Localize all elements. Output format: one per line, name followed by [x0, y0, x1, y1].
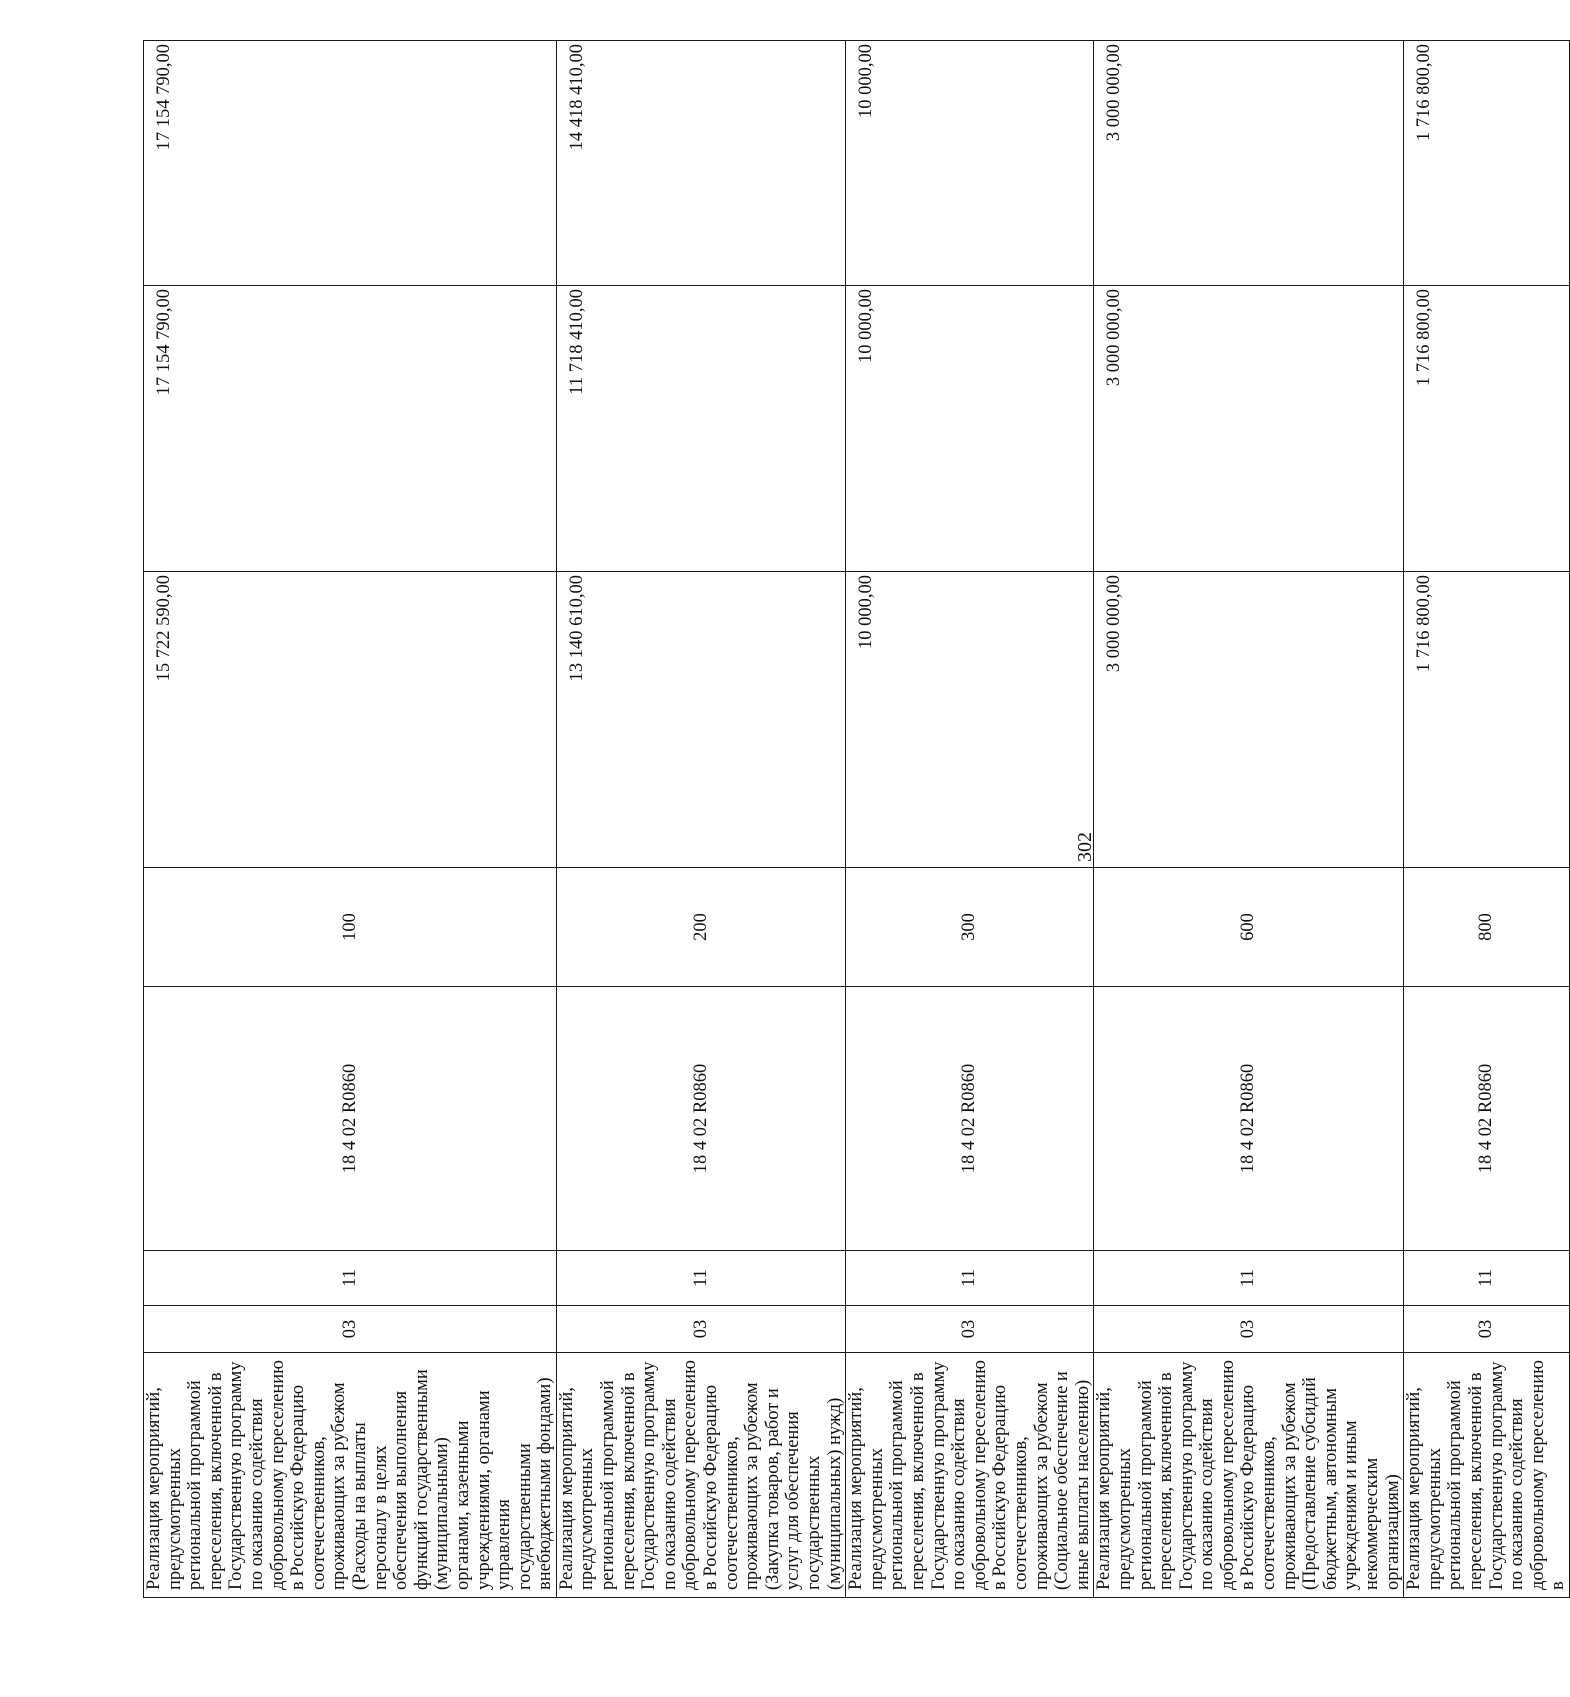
- amount-cell: 17 154 790,00: [144, 41, 557, 286]
- description-cell: Реализация мероприятий, предусмотренных региональной программой переселения, включенной в Государственную программу по оказанию содействия добровольному переселению в Российскую Федерацию соотечественников, проживающих за рубежом (Предоставление субсидий бюджетным, автономным учреждениям и иным некоммерческим организациям): [1094, 1353, 1404, 1598]
- description-cell: Реализация мероприятий, предусмотренных региональной программой переселения, включенной в Государственную программу по оказанию содействия добровольному переселению в Российскую Федерацию соотечественников, проживающих за рубежом (Закупка товаров, работ и услуг для обеспечения государственных (муниципальных) нужд): [556, 1353, 845, 1598]
- table-row: [1404, 41, 1570, 1598]
- amount-cell: 13 140 610,00: [556, 572, 845, 868]
- amount-cell: 11 718 410,00: [556, 286, 845, 572]
- target-article-cell: 18 4 02 R0860: [1094, 987, 1404, 1251]
- amount-cell: 17 154 790,00: [144, 286, 557, 572]
- amount-cell: 10 000,00: [846, 41, 1094, 286]
- amount-cell: 14 418 410,00: [556, 41, 845, 286]
- description-cell: Реализация мероприятий, предусмотренных региональной программой переселения, включенной в Государственную программу по оказанию содействия добровольному переселению в Российскую Федерацию соотечественников, проживающих за рубежом (Расходы на выплаты персоналу в целях обеспечения выполнения функций государственными (муниципальными) органами, казенными учреждениями, органами управления государственными внебюджетными фондами): [144, 1353, 557, 1598]
- amount-cell: 3 000 000,00: [1094, 572, 1404, 868]
- amount-cell: 3 000 000,00: [1094, 286, 1404, 572]
- amount-cell: 1 716 800,00: [1404, 41, 1570, 286]
- table-body: [144, 41, 1570, 1598]
- subsection-code-cell: 11: [1094, 1251, 1404, 1306]
- amount-cell: 10 000,00: [846, 286, 1094, 572]
- page-number: 302: [1074, 832, 1096, 862]
- section-code-cell: 03: [556, 1306, 845, 1353]
- target-article-cell: 18 4 02 R0860: [1404, 987, 1570, 1251]
- target-article-cell: 18 4 02 R0860: [144, 987, 557, 1251]
- expense-type-cell: 300: [846, 868, 1094, 987]
- section-code-cell: 03: [846, 1306, 1094, 1353]
- amount-cell: 1 716 800,00: [1404, 572, 1570, 868]
- section-code-cell: 03: [1404, 1306, 1570, 1353]
- subsection-code-cell: 11: [556, 1251, 845, 1306]
- section-code-cell: 03: [144, 1306, 557, 1353]
- table-row: [846, 41, 1094, 1598]
- table-row: [556, 41, 845, 1598]
- subsection-code-cell: 11: [144, 1251, 557, 1306]
- description-cell: Реализация мероприятий, предусмотренных региональной программой переселения, включенной в Государственную программу по оказанию содействия добровольному переселению в Российскую Федерацию соотечественников, проживающих за рубежом (Социальное обеспечение и иные выплаты населению): [846, 1353, 1094, 1598]
- target-article-cell: 18 4 02 R0860: [556, 987, 845, 1251]
- expense-type-cell: 200: [556, 868, 845, 987]
- table-row: [1094, 41, 1404, 1598]
- table-row: [144, 41, 557, 1598]
- expense-type-cell: 100: [144, 868, 557, 987]
- section-code-cell: 03: [1094, 1306, 1404, 1353]
- subsection-code-cell: 11: [1404, 1251, 1570, 1306]
- target-article-cell: 18 4 02 R0860: [846, 987, 1094, 1251]
- description-cell: Реализация мероприятий, предусмотренных региональной программой переселения, включенной в Государственную программу по оказанию содействия добровольному переселению в: [1404, 1353, 1570, 1598]
- amount-cell: 10 000,00: [846, 572, 1094, 868]
- expense-type-cell: 600: [1094, 868, 1404, 987]
- subsection-code-cell: 11: [846, 1251, 1094, 1306]
- amount-cell: 15 722 590,00: [144, 572, 557, 868]
- expense-type-cell: 800: [1404, 868, 1570, 987]
- amount-cell: 3 000 000,00: [1094, 41, 1404, 286]
- budget-table: [143, 40, 1570, 1598]
- amount-cell: 1 716 800,00: [1404, 286, 1570, 572]
